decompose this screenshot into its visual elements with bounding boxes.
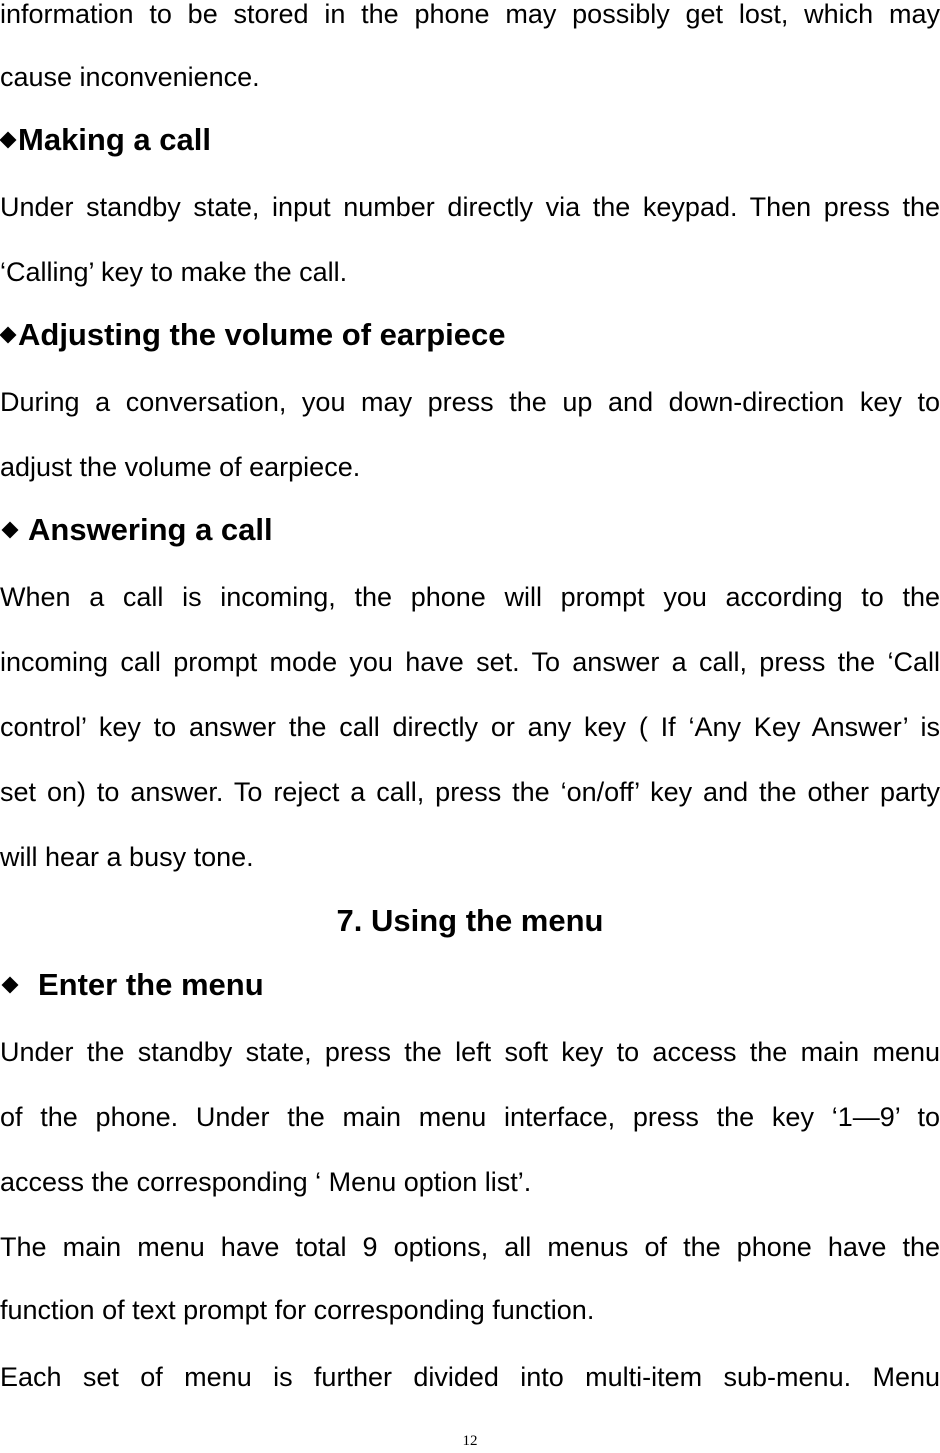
making-call-line-1: Under standby state, input number directly via the keypad. Then press the (0, 192, 940, 222)
enter-menu-line-3: access the corresponding ‘ Menu option list’. (0, 1167, 532, 1197)
volume-line-2: adjust the volume of earpiece. (0, 452, 361, 482)
page-number: 12 (462, 1433, 478, 1449)
section-title: 7. Using the menu (336, 903, 604, 938)
answering-line-2: incoming call prompt mode you have set. To answer a call, press the ‘Call (0, 647, 940, 677)
answering-line-4: set on) to answer. To reject a call, press the ‘on/off’ key and the other party (0, 777, 940, 807)
answering-line-5: will hear a busy tone. (0, 842, 254, 872)
intro-line-1: information to be stored in the phone may possibly get lost, which may (0, 0, 940, 29)
heading-text: Adjusting the volume of earpiece (18, 317, 506, 352)
diamond-bullet-icon (2, 976, 19, 993)
enter-menu-line-4: The main menu have total 9 options, all menus of the phone have the (0, 1232, 940, 1262)
heading-volume (0, 317, 940, 353)
heading-enter-menu (0, 967, 940, 1003)
heading-answering (0, 512, 940, 548)
enter-menu-line-2: of the phone. Under the main menu interface, press the key ‘1—9’ to (0, 1102, 940, 1132)
enter-menu-line-5: function of text prompt for corresponding function. (0, 1295, 595, 1325)
enter-menu-line-1: Under the standby state, press the left soft key to access the main menu (0, 1037, 940, 1067)
heading-making-call (0, 122, 940, 158)
answering-line-3: control’ key to answer the call directly or any key ( If ‘Any Key Answer’ is (0, 712, 940, 742)
heading-text: Answering a call (28, 512, 273, 547)
diamond-bullet-icon (0, 326, 16, 343)
diamond-bullet-icon (2, 521, 19, 538)
intro-line-2: cause inconvenience. (0, 62, 260, 92)
making-call-line-2: ‘Calling’ key to make the call. (0, 257, 348, 287)
enter-menu-line-6: Each set of menu is further divided into multi-item sub-menu. Menu (0, 1362, 940, 1392)
volume-line-1: During a conversation, you may press the up and down-direction key to (0, 387, 940, 417)
heading-text: Enter the menu (38, 967, 264, 1002)
answering-line-1: When a call is incoming, the phone will prompt you according to the (0, 582, 940, 612)
diamond-bullet-icon (0, 131, 16, 148)
heading-text: Making a call (18, 122, 211, 157)
